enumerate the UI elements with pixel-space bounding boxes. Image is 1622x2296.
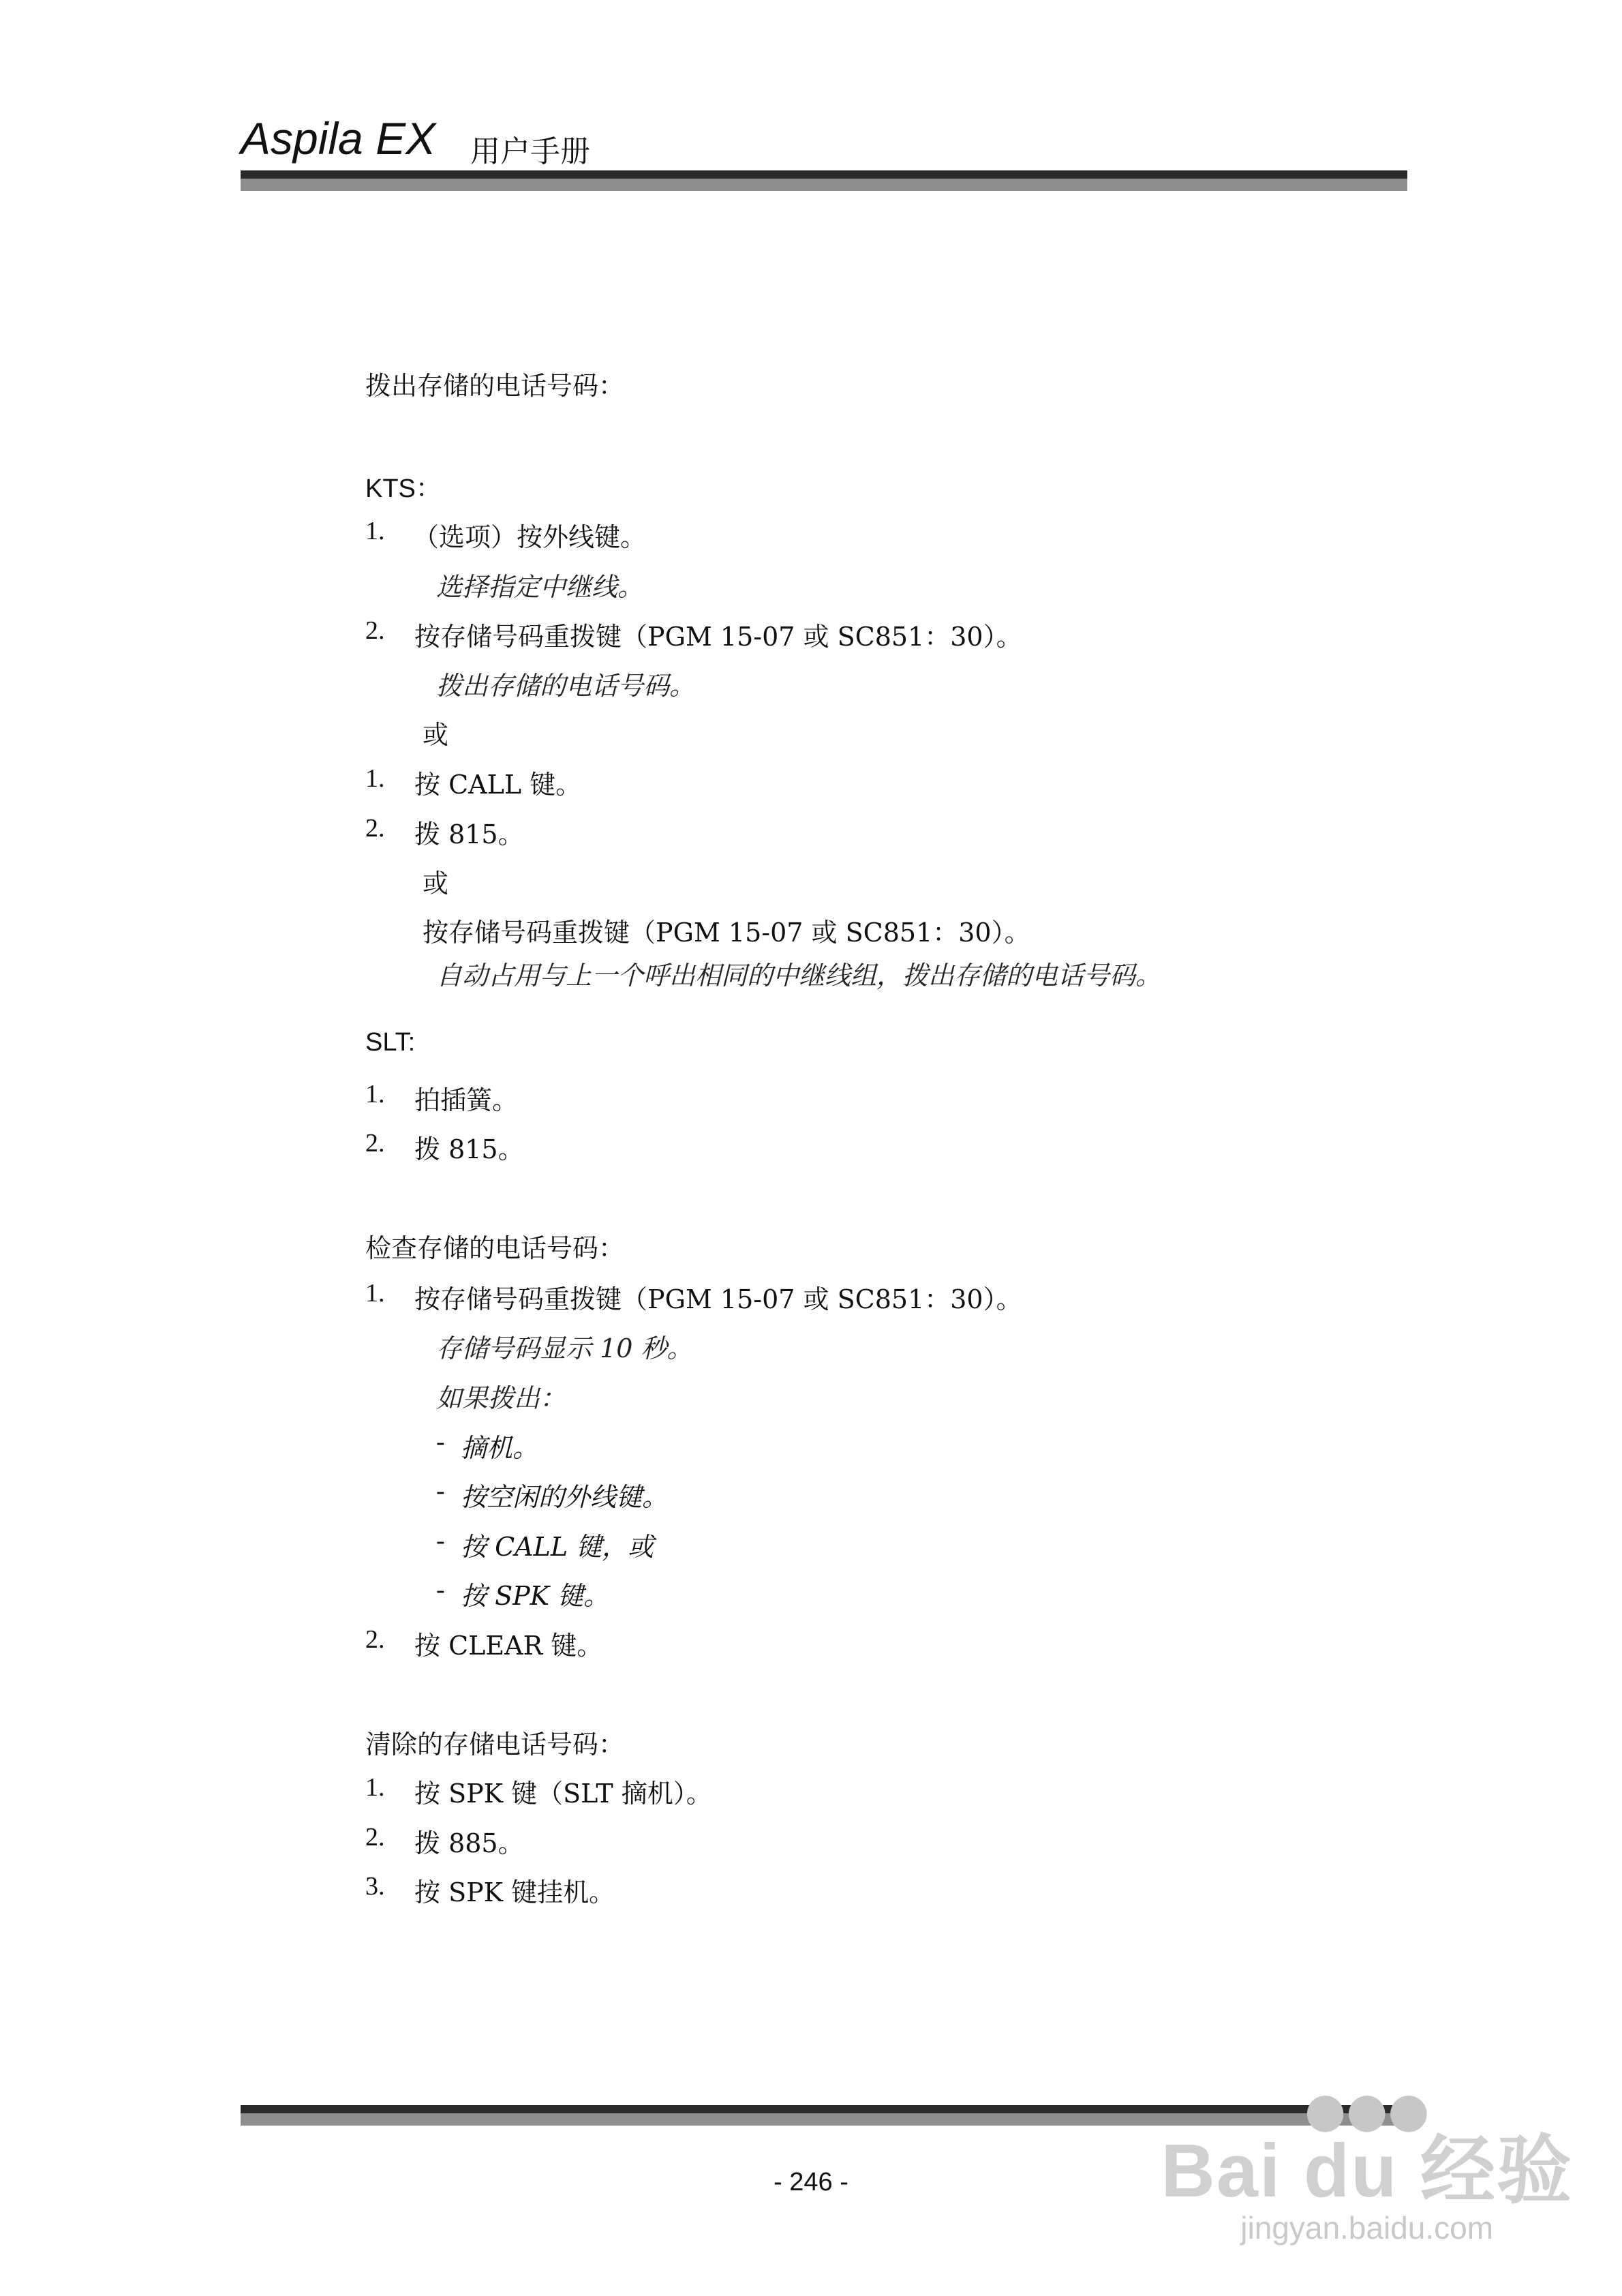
or-separator: 或 <box>423 720 449 750</box>
watermark-brand: Bai du 经验 <box>1161 2129 1573 2213</box>
option-dash: - <box>436 1428 445 1456</box>
alt-step-note: 自动占用与上一个呼出相同的中继线组，拨出存储的电话号码。 <box>436 961 1162 991</box>
step-text: （选项）按外线键。 <box>413 522 647 552</box>
step-text: 拨 815。 <box>414 819 524 849</box>
header-rule <box>241 170 1407 191</box>
slt-label: SLT: <box>365 1028 416 1057</box>
step-number: 3. <box>365 1872 385 1901</box>
step-text: 按 SPK 键挂机。 <box>414 1877 615 1907</box>
step-note: 拨出存储的电话号码。 <box>436 671 696 701</box>
step-number: 1. <box>365 764 385 793</box>
paw-icon: ●●● <box>1304 2082 1430 2138</box>
step-text: 按 SPK 键（SLT 摘机）。 <box>414 1779 712 1809</box>
section-title-dial-stored: 拨出存储的电话号码： <box>365 371 625 401</box>
manual-brand: Aspila EX <box>241 113 436 164</box>
page-number: - 246 - <box>774 2168 848 2196</box>
option-text: 摘机。 <box>461 1433 539 1463</box>
step-number: 2. <box>365 1823 385 1852</box>
step-number: 2. <box>365 814 385 843</box>
watermark-url: jingyan.baidu.com <box>1240 2210 1494 2246</box>
step-number: 2. <box>365 616 385 645</box>
step-text: 按存储号码重拨键（PGM 15-07 或 SC851：30）。 <box>414 1284 1022 1314</box>
step-text: 拨 815。 <box>414 1134 524 1164</box>
option-dash: - <box>436 1575 445 1604</box>
step-text: 拨 885。 <box>414 1828 524 1858</box>
step-text: 按 CALL 键。 <box>414 770 582 800</box>
section-title-check-stored: 检查存储的电话号码： <box>365 1233 625 1263</box>
option-dash: - <box>436 1477 445 1505</box>
step-number: 1. <box>365 1279 385 1308</box>
option-dash: - <box>436 1526 445 1555</box>
step-number: 1. <box>365 1773 385 1802</box>
step-text: 拍插簧。 <box>414 1085 519 1115</box>
option-text: 按 CALL 键，或 <box>461 1532 654 1562</box>
option-text: 按 SPK 键。 <box>461 1581 610 1611</box>
step-number: 1. <box>365 517 385 545</box>
option-text: 按空闲的外线键。 <box>461 1482 669 1512</box>
step-note: 选择指定中继线。 <box>436 572 644 602</box>
step-text: 按 CLEAR 键。 <box>414 1631 603 1661</box>
step-note: 如果拨出： <box>436 1383 566 1413</box>
step-number: 1. <box>365 1080 385 1108</box>
step-text: 按存储号码重拨键（PGM 15-07 或 SC851：30）。 <box>414 622 1022 652</box>
step-number: 2. <box>365 1129 385 1158</box>
manual-subtitle: 用户手册 <box>470 134 590 169</box>
section-title-clear-stored: 清除的存储电话号码： <box>365 1729 625 1759</box>
alt-step-text: 按存储号码重拨键（PGM 15-07 或 SC851：30）。 <box>423 918 1030 948</box>
or-separator: 或 <box>423 868 449 898</box>
baidu-watermark <box>1161 2082 1573 2247</box>
kts-label: KTS： <box>365 474 442 503</box>
step-number: 2. <box>365 1625 385 1654</box>
step-note: 存储号码显示 10 秒。 <box>436 1333 693 1363</box>
